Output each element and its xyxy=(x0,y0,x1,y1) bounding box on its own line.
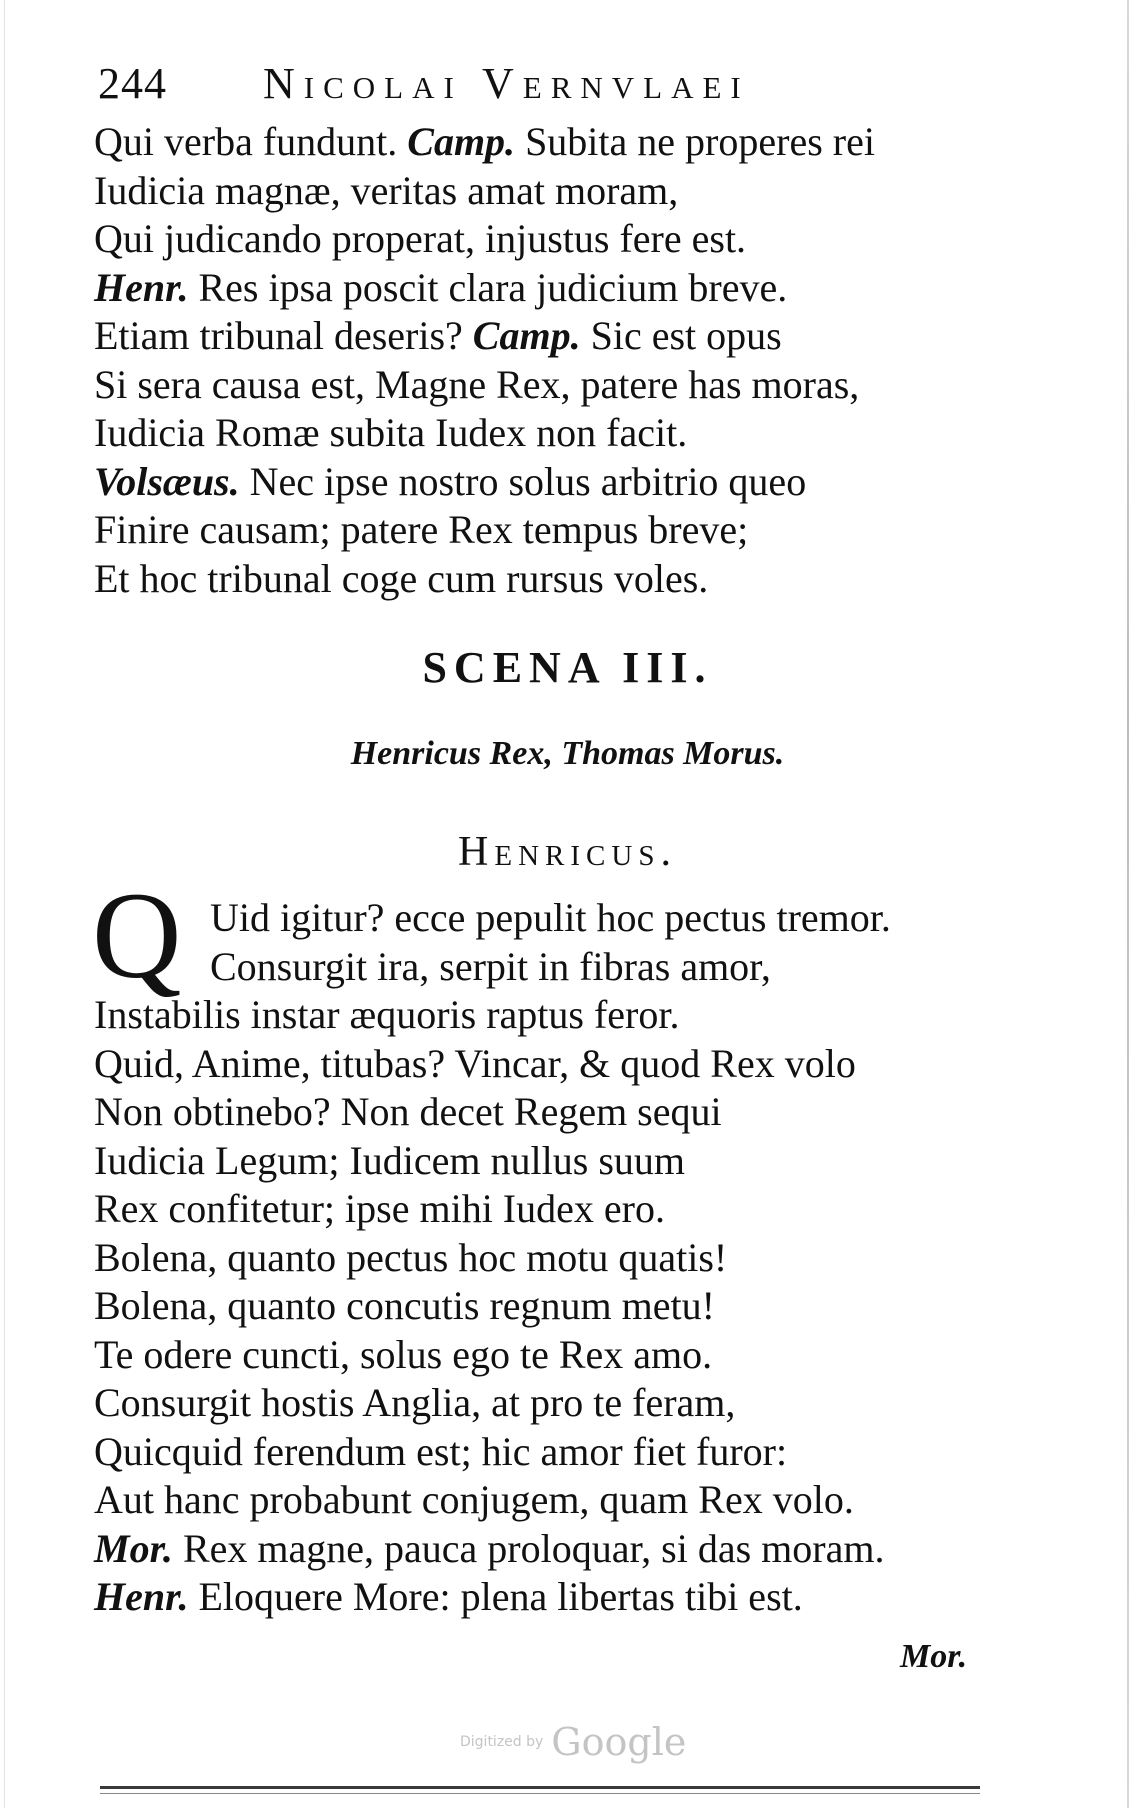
verse-line xyxy=(94,1088,1014,1137)
verse-line xyxy=(94,264,1014,313)
verse-line xyxy=(94,1331,1014,1380)
verse-line xyxy=(94,1379,1014,1428)
verse-text: Si sera causa est, Magne Rex, patere has moras, xyxy=(94,361,860,407)
page-header xyxy=(98,58,878,118)
speaker-abbrev: Camp. xyxy=(472,313,581,358)
bottom-rule xyxy=(100,1786,980,1789)
verse-text: Eloquere More: plena libertas tibi est. xyxy=(188,1574,803,1619)
verse-line xyxy=(94,1476,1014,1525)
verse-text: Qui verba fundunt. xyxy=(94,119,408,164)
verse-line xyxy=(94,167,1014,216)
verse-line xyxy=(94,991,1014,1040)
speaker-abbrev: Henr. xyxy=(94,264,189,310)
catchword: Mor. xyxy=(900,1638,968,1675)
verse-line xyxy=(94,555,1014,604)
digitization-watermark xyxy=(460,1720,710,1770)
verse-line xyxy=(94,1185,1014,1234)
verse-line xyxy=(94,943,1014,992)
speaker-abbrev: Henr. xyxy=(94,1574,189,1619)
speaker-abbrev: Volsæus. xyxy=(94,458,240,504)
verse-text: Bolena, quanto pectus hoc motu quatis! xyxy=(94,1234,728,1280)
verse-text: Aut hanc probabunt conjugem, quam Rex volo. xyxy=(94,1477,854,1522)
verse-text: Finire causam; patere Rex tempus breve; xyxy=(94,507,749,552)
verse-text: Qui judicando properat, injustus fere est. xyxy=(94,216,747,261)
speaker-abbrev: Camp. xyxy=(407,119,516,164)
verse-text: Consurgit hostis Anglia, at pro te feram, xyxy=(94,1380,736,1425)
verse-text: Iudicia Legum; Iudicem nullus suum xyxy=(94,1137,685,1183)
verse-text: Subita ne properes rei xyxy=(515,119,875,164)
scene-title: SCENA III. xyxy=(422,643,713,692)
page-edge-right xyxy=(1127,0,1129,1808)
verse-block-scene-three xyxy=(94,894,1014,1622)
bottom-rule-thin xyxy=(100,1793,980,1794)
verse-text: Et hoc tribunal coge cum rursus voles. xyxy=(94,555,709,601)
verse-text: Bolena, quanto concutis regnum metu! xyxy=(94,1283,715,1328)
verse-text: Quid, Anime, titubas? Vincar, & quod Rex volo xyxy=(94,1040,856,1086)
verse-text: Consurgit ira, serpit in fibras amor, xyxy=(210,943,771,989)
verse-line xyxy=(94,506,1014,555)
verse-text: Etiam tribunal deseris? xyxy=(94,313,473,358)
verse-text: Res ipsa poscit clara judicium breve. xyxy=(188,264,788,310)
verse-text: Rex magne, pauca proloquar, si das moram. xyxy=(172,1525,885,1571)
verse-text: Iudicia magnæ, veritas amat moram, xyxy=(94,167,679,213)
verse-text: Quicquid ferendum est; hic amor fiet furor: xyxy=(94,1428,788,1474)
verse-text: Sic est opus xyxy=(580,313,782,358)
verse-line xyxy=(94,1282,1014,1331)
verse-line xyxy=(94,215,1014,264)
verse-line xyxy=(94,409,1014,458)
verse-block-act-end xyxy=(94,118,1014,603)
verse-text: Te odere cuncti, solus ego te Rex amo. xyxy=(94,1331,713,1377)
verse-line xyxy=(94,894,1014,943)
verse-text: Iudicia Romæ subita Iudex non facit. xyxy=(94,410,688,455)
verse-text: Nec ipse nostro solus arbitrio queo xyxy=(239,458,807,504)
verse-line xyxy=(94,1428,1014,1477)
verse-line xyxy=(94,1040,1014,1089)
page-number: 244 xyxy=(98,59,167,108)
verse-line xyxy=(94,1525,1014,1574)
drop-cap: Q xyxy=(92,867,182,1004)
verse-line xyxy=(94,1137,1014,1186)
verse-line xyxy=(94,1573,1014,1622)
verse-text: Non obtinebo? Non decet Regem sequi xyxy=(94,1089,722,1134)
verse-line xyxy=(94,118,1014,167)
verse-text: Instabilis instar æquoris raptus feror. xyxy=(94,992,680,1037)
verse-text: Rex confitetur; ipse mihi Iudex ero. xyxy=(94,1186,665,1231)
running-head: Nicolai Vernvlaei xyxy=(263,59,750,108)
verse-line xyxy=(94,361,1014,410)
speaker-heading: Henricus. xyxy=(458,829,677,875)
verse-line xyxy=(94,312,1014,361)
verse-line xyxy=(94,458,1014,507)
scene-characters: Henricus Rex, Thomas Morus. xyxy=(350,735,785,772)
verse-text: Uid igitur? ecce pepulit hoc pectus tremor. xyxy=(210,895,891,940)
page-edge-left xyxy=(4,0,5,1808)
verse-line xyxy=(94,1234,1014,1283)
watermark-prefix: Digitized by xyxy=(460,1734,544,1750)
speaker-abbrev: Mor. xyxy=(94,1525,173,1571)
google-logo: Google xyxy=(551,1720,687,1764)
